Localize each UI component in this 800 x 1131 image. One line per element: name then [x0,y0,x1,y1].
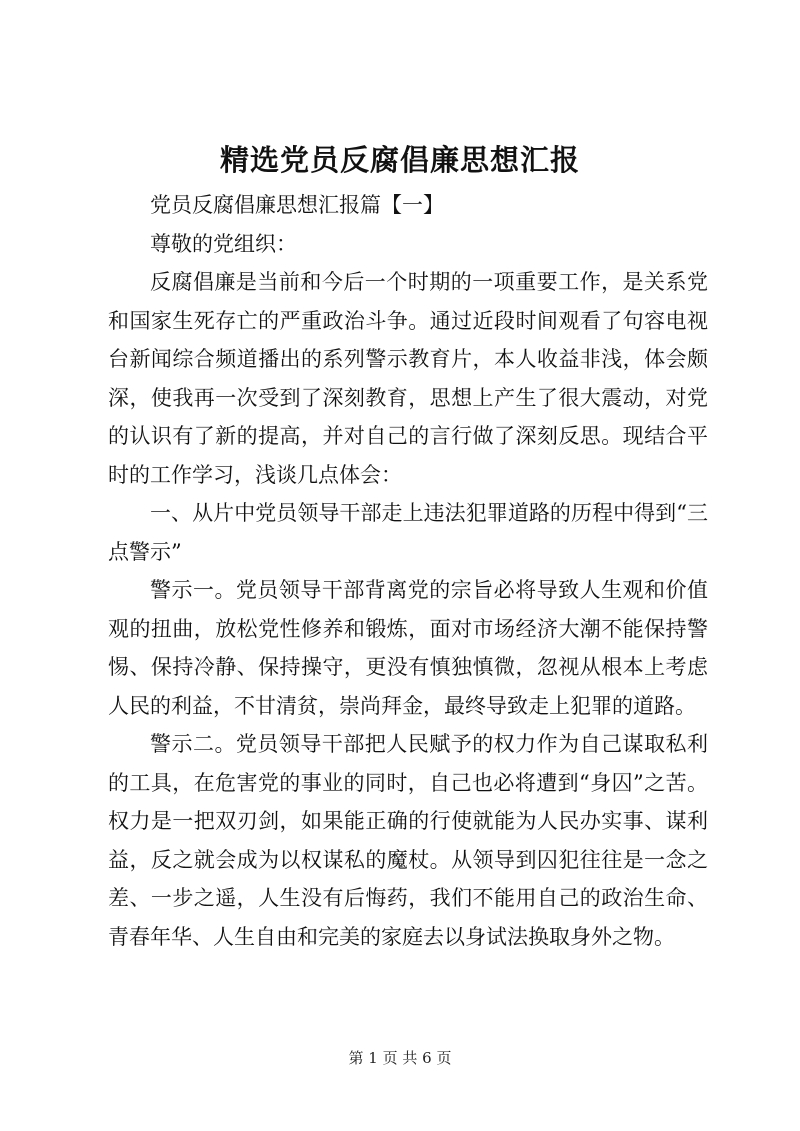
page-number-footer: 第 1 页 共 6 页 [348,1049,452,1067]
salutation: 尊敬的党组织： [150,231,297,256]
paragraph-warning-two: 警示二。党员领导干部把人民赋予的权力作为自己谋取私利的工具，在危害党的事业的同时，自己也必将遭到“身囚”之苦。权力是一把双刃剑，如果能正确的行使就能为人民办实事、谋利益，反之就会成为以权谋私的魔杖。从领导到囚犯往往是一念之差、一步之遥，人生没有后悔药，我们不能用自己的政治生命、青春年华、人生自由和完美的家庭去以身试法换取身外之物。 [108,732,708,949]
section-heading: 党员反腐倡廉思想汇报篇【一】 [150,193,444,217]
paragraph-warning-one: 警示一。党员领导干部背离党的宗旨必将导致人生观和价值观的扭曲，放松党性修养和锻炼，面对市场经济大潮不能保持警惕、保持冷静、保持操守，更没有慎独慎微，忽视从根本上考虑人民的利益，不甘清贫，崇尚拜金，最终导致走上犯罪的道路。 [108,578,708,718]
paragraph-intro: 反腐倡廉是当前和今后一个时期的一项重要工作，是关系党和国家生死存亡的严重政治斗争。通过近段时间观看了句容电视台新闻综合频道播出的系列警示教育片，本人收益非浅，体会颇深，使我再一次受到了深刻教育，思想上产生了很大震动，对党的认识有了新的提高，并对自己的言行做了深刻反思。现结合平时的工作学习，浅谈几点体会： [108,270,708,487]
document-title: 精选党员反腐倡廉思想汇报 [219,143,580,177]
document-body [108,186,708,956]
paragraph-point-one: 一、从片中党员领导干部走上违法犯罪道路的历程中得到“三点警示” [108,501,708,564]
